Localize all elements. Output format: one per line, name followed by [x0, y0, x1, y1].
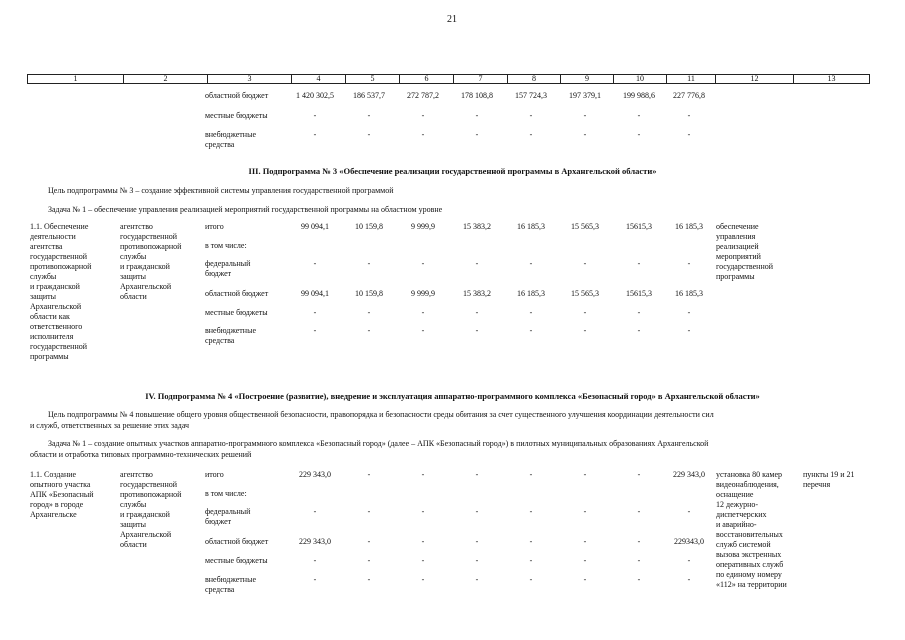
row-label: местные бюджеты	[205, 308, 268, 317]
row-label: областной бюджет	[205, 289, 269, 298]
value-cell: 15 383,2	[463, 289, 491, 298]
value-cell: -	[367, 259, 371, 268]
row-label: внебюджетные средства	[205, 326, 256, 345]
row-label: внебюджетные средства	[205, 575, 256, 594]
value-cell: 9 999,9	[411, 222, 435, 231]
value-cell: -	[583, 326, 587, 335]
value-cell: 99 094,1	[301, 289, 329, 298]
value-cell: 229 343,0	[299, 470, 331, 479]
value-cell: 197 379,1	[569, 91, 601, 100]
value-cell: 16 185,3	[675, 222, 703, 231]
value-cell: -	[529, 111, 533, 120]
value-cell: -	[529, 537, 533, 546]
value-cell: -	[583, 507, 587, 516]
subprogram-task-continued: области и отработка типовых программно-технических решений	[30, 450, 252, 459]
value-cell: -	[637, 326, 641, 335]
column-header: 2	[123, 75, 207, 83]
value-cell: 186 537,7	[353, 91, 385, 100]
row-label: итого	[205, 222, 224, 231]
value-cell: 15 383,2	[463, 222, 491, 231]
value-cell: -	[637, 470, 641, 479]
value-cell: -	[475, 507, 479, 516]
value-cell: -	[687, 259, 691, 268]
value-cell: -	[637, 537, 641, 546]
value-cell: -	[583, 575, 587, 584]
value-cell: 15 565,3	[571, 289, 599, 298]
value-cell: -	[367, 326, 371, 335]
value-cell: -	[421, 537, 425, 546]
row-label: областной бюджет	[205, 91, 269, 100]
value-cell: -	[583, 308, 587, 317]
value-cell: -	[475, 470, 479, 479]
value-cell: -	[367, 308, 371, 317]
value-cell: -	[583, 130, 587, 139]
value-cell: 157 724,3	[515, 91, 547, 100]
value-cell: -	[421, 111, 425, 120]
value-cell: -	[421, 507, 425, 516]
value-cell: 272 787,2	[407, 91, 439, 100]
value-cell: -	[475, 130, 479, 139]
value-cell: 227 776,8	[673, 91, 705, 100]
value-cell: -	[313, 575, 317, 584]
value-cell: -	[313, 308, 317, 317]
value-cell: -	[475, 556, 479, 565]
value-cell: -	[367, 575, 371, 584]
row-label: итого	[205, 470, 224, 479]
value-cell: -	[475, 326, 479, 335]
value-cell: -	[529, 326, 533, 335]
value-cell: -	[529, 308, 533, 317]
value-cell: -	[313, 130, 317, 139]
value-cell: -	[367, 556, 371, 565]
measure-name: 1.1. Создание опытного участка АПК «Безопасный город» в городе Архангельске	[30, 470, 94, 519]
column-header: 8	[507, 75, 560, 83]
value-cell: 229 343,0	[299, 537, 331, 546]
subprogram-task: Задача № 1 – создание опытных участков аппаратно-программного комплекса «Безопасный город» (далее – АПК «Безопасный город») в пилотных муниципальных образованиях Архангельской	[48, 439, 709, 448]
value-cell: -	[583, 556, 587, 565]
measure-result: установка 80 камер видеонаблюдения, оснащение 12 дежурно- диспетчерских и аварийно- восстановительных служб системой вызова экстренных оперативных служб по единому номеру «112» на территории	[716, 470, 787, 589]
column-header-row	[27, 74, 870, 84]
value-cell: -	[637, 259, 641, 268]
row-label: федеральный бюджет	[205, 507, 251, 526]
row-label: местные бюджеты	[205, 556, 268, 565]
column-header: 1	[73, 74, 78, 83]
row-label: внебюджетные средства	[205, 130, 256, 149]
value-cell: -	[421, 308, 425, 317]
value-cell: -	[421, 259, 425, 268]
subprogram-goal: Цель подпрограммы № 4 повышение общего уровня общественной безопасности, правопорядка и безопасности среды обитания за счет существенного улучшения координации деятельности сил	[48, 410, 714, 419]
column-header: 11	[666, 75, 715, 83]
value-cell: -	[421, 556, 425, 565]
value-cell: -	[583, 470, 587, 479]
value-cell: -	[367, 537, 371, 546]
value-cell: -	[637, 130, 641, 139]
value-cell: -	[529, 575, 533, 584]
page-number: 21	[447, 14, 457, 25]
value-cell: -	[421, 326, 425, 335]
column-header: 9	[560, 75, 613, 83]
value-cell: -	[421, 130, 425, 139]
value-cell: 9 999,9	[411, 289, 435, 298]
value-cell: 16 185,3	[517, 289, 545, 298]
row-label: местные бюджеты	[205, 111, 268, 120]
value-cell: -	[313, 259, 317, 268]
row-label: в том числе:	[205, 241, 247, 250]
value-cell: -	[313, 507, 317, 516]
value-cell: -	[367, 111, 371, 120]
value-cell: -	[367, 507, 371, 516]
measure-executor: агентство государственной противопожарной службы и гражданской защиты Архангельской области	[120, 222, 182, 301]
value-cell: -	[529, 470, 533, 479]
measure-name: 1.1. Обеспечение деятельности агентства государственной противопожарной службы и гражданской защиты Архангельской области как ответственного исполнителя государственной программы	[30, 222, 92, 361]
column-header: 7	[453, 75, 507, 83]
value-cell: 1 420 302,5	[296, 91, 334, 100]
value-cell: -	[529, 556, 533, 565]
value-cell: 16 185,3	[517, 222, 545, 231]
value-cell: 15615,3	[626, 289, 652, 298]
column-header: 6	[399, 75, 453, 83]
value-cell: -	[583, 111, 587, 120]
subprogram-title: IV. Подпрограмма № 4 «Построение (развитие), внедрение и эксплуатация аппаратно-программного комплекса «Безопасный город» в Архангельской области»	[145, 391, 760, 401]
value-cell: -	[637, 308, 641, 317]
row-label: федеральный бюджет	[205, 259, 251, 278]
value-cell: -	[583, 259, 587, 268]
subprogram-goal: Цель подпрограммы № 3 – создание эффективной системы управления государственной программой	[48, 186, 394, 195]
value-cell: -	[687, 308, 691, 317]
value-cell: -	[475, 575, 479, 584]
value-cell: 99 094,1	[301, 222, 329, 231]
value-cell: -	[637, 507, 641, 516]
value-cell: 229343,0	[674, 537, 704, 546]
value-cell: -	[583, 537, 587, 546]
value-cell: -	[475, 308, 479, 317]
value-cell: -	[637, 575, 641, 584]
column-header: 10	[613, 75, 666, 83]
value-cell: -	[529, 259, 533, 268]
value-cell: -	[529, 507, 533, 516]
value-cell: 15 565,3	[571, 222, 599, 231]
value-cell: -	[687, 111, 691, 120]
value-cell: -	[687, 130, 691, 139]
row-label: областной бюджет	[205, 537, 269, 546]
measure-result: обеспечение управления реализацией мероприятий государственной программы	[716, 222, 774, 281]
value-cell: -	[367, 130, 371, 139]
value-cell: 10 159,8	[355, 289, 383, 298]
value-cell: 178 108,8	[461, 91, 493, 100]
row-label: в том числе:	[205, 489, 247, 498]
value-cell: -	[687, 575, 691, 584]
value-cell: 229 343,0	[673, 470, 705, 479]
value-cell: -	[421, 575, 425, 584]
value-cell: 10 159,8	[355, 222, 383, 231]
measure-executor: агентство государственной противопожарной службы и гражданской защиты Архангельской области	[120, 470, 182, 549]
subprogram-task: Задача № 1 – обеспечение управления реализацией мероприятий государственной программы на областном уровне	[48, 205, 443, 214]
column-header: 12	[715, 75, 793, 83]
value-cell: -	[367, 470, 371, 479]
value-cell: -	[313, 556, 317, 565]
column-header: 3	[207, 75, 291, 83]
column-header: 13	[793, 75, 869, 83]
value-cell: -	[313, 326, 317, 335]
value-cell: -	[475, 537, 479, 546]
value-cell: -	[313, 111, 317, 120]
column-header: 4	[291, 75, 345, 83]
subprogram-title: III. Подпрограмма № 3 «Обеспечение реализации государственной программы в Архангельской области»	[248, 166, 657, 176]
value-cell: -	[637, 111, 641, 120]
value-cell: -	[475, 259, 479, 268]
value-cell: -	[687, 326, 691, 335]
subprogram-goal-continued: и служб, ответственных за решение этих задач	[30, 421, 190, 430]
value-cell: -	[637, 556, 641, 565]
value-cell: -	[421, 470, 425, 479]
value-cell: -	[687, 556, 691, 565]
value-cell: -	[687, 507, 691, 516]
value-cell: 16 185,3	[675, 289, 703, 298]
value-cell: -	[475, 111, 479, 120]
value-cell: 199 988,6	[623, 91, 655, 100]
value-cell: 15615,3	[626, 222, 652, 231]
measure-reference: пункты 19 и 21 перечня	[803, 470, 855, 489]
column-header: 5	[345, 75, 399, 83]
value-cell: -	[529, 130, 533, 139]
